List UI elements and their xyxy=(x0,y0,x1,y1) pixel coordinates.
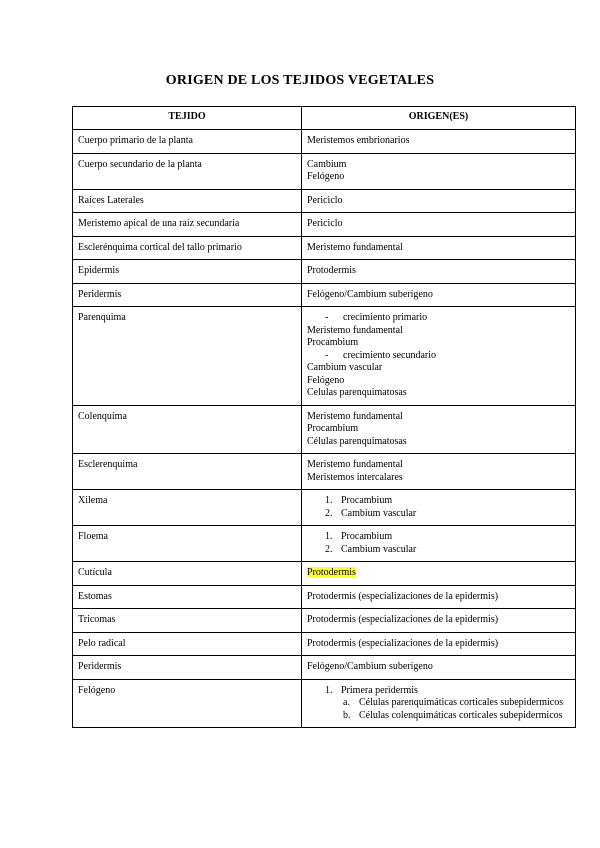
origin-line: Protodermis (especializaciones de la epidermis) xyxy=(307,590,499,602)
table-row xyxy=(73,609,576,633)
tissue-cell: Floema xyxy=(73,526,302,562)
tissue-cell: Estomas xyxy=(73,585,302,609)
lettered-item xyxy=(307,710,570,723)
origin-line: Felógeno/Cambium suberígeno xyxy=(307,661,433,672)
tissue-cell: Meristemo apical de una raíz secundaria xyxy=(73,213,302,237)
lettered-text: Células colenquimáticas corticales subepidermicos xyxy=(359,709,563,721)
origin-cell xyxy=(302,236,576,260)
origin-line: Felógeno xyxy=(307,171,345,182)
tissue-cell: Felógeno xyxy=(73,679,302,728)
origin-line: Protodermis xyxy=(307,265,356,276)
origin-line: Periciclo xyxy=(307,194,343,206)
table-row xyxy=(73,490,576,526)
bullet-item xyxy=(307,350,570,363)
numbered-text: Cambium vascular xyxy=(341,507,417,519)
number-marker: 2. xyxy=(325,543,333,555)
table-row xyxy=(73,632,576,656)
table-row xyxy=(73,585,576,609)
origin-cell xyxy=(302,189,576,213)
origin-line: Meristemo fundamental xyxy=(307,410,403,422)
tissue-cell: Cuerpo secundario de la planta xyxy=(73,153,302,189)
table-row xyxy=(73,213,576,237)
tissue-cell: Tricomas xyxy=(73,609,302,633)
tissue-cell: Pelo radical xyxy=(73,632,302,656)
numbered-text: Primera peridermis xyxy=(341,684,418,696)
number-marker: 1. xyxy=(325,495,333,506)
bullet-item xyxy=(307,312,570,325)
origin-cell xyxy=(302,307,576,406)
table-row xyxy=(73,526,576,562)
origin-line: Meristemo fundamental xyxy=(307,459,403,470)
origin-line: Cambium xyxy=(307,158,347,170)
table-header-row xyxy=(73,107,576,130)
origin-cell xyxy=(302,405,576,454)
dash-marker: - xyxy=(325,312,329,323)
tissue-cell: Xilema xyxy=(73,490,302,526)
origin-cell xyxy=(302,130,576,154)
origin-line: Felógeno xyxy=(307,374,345,386)
origin-cell xyxy=(302,585,576,609)
origin-line: Cambium vascular xyxy=(307,362,383,373)
table-row xyxy=(73,656,576,680)
origin-line: Protodermis (especializaciones de la epidermis) xyxy=(307,637,499,649)
tissue-cell: Esclerenquima xyxy=(73,454,302,490)
origin-line: Periciclo xyxy=(307,218,343,229)
origin-line: Meristemo fundamental xyxy=(307,241,403,253)
tissue-cell: Raíces Laterales xyxy=(73,189,302,213)
numbered-item xyxy=(307,508,570,521)
table-row xyxy=(73,153,576,189)
table-row xyxy=(73,260,576,284)
origin-cell xyxy=(302,526,576,562)
tissue-cell: Cutícula xyxy=(73,562,302,586)
origin-cell xyxy=(302,632,576,656)
origin-cell xyxy=(302,609,576,633)
table-row xyxy=(73,562,576,586)
table-row xyxy=(73,307,576,406)
numbered-item xyxy=(307,531,570,544)
number-marker: 1. xyxy=(325,684,333,696)
tissue-cell: Peridermis xyxy=(73,283,302,307)
origin-line: Procambium xyxy=(307,423,359,434)
table-row xyxy=(73,189,576,213)
origin-line: Protodermis (especializaciones de la epidermis) xyxy=(307,614,499,625)
letter-marker: a. xyxy=(343,697,350,708)
tissue-cell: Cuerpo primario de la planta xyxy=(73,130,302,154)
origin-line: Meristemo fundamental xyxy=(307,324,403,336)
table-row xyxy=(73,130,576,154)
lettered-item xyxy=(307,697,570,710)
bullet-text: crecimiento secundario xyxy=(343,349,437,361)
table-row xyxy=(73,405,576,454)
header-origin: ORIGEN(ES) xyxy=(302,107,576,130)
origin-line: Felógeno/Cambium suberígeno xyxy=(307,288,433,300)
numbered-item xyxy=(307,544,570,557)
highlighted-origin: Protodermis xyxy=(307,567,356,578)
table-row xyxy=(73,236,576,260)
origin-cell xyxy=(302,490,576,526)
origin-line: Procambium xyxy=(307,337,359,348)
origin-cell xyxy=(302,679,576,728)
number-marker: 1. xyxy=(325,531,333,542)
tissue-cell: Parenquima xyxy=(73,307,302,406)
table-row xyxy=(73,283,576,307)
numbered-item xyxy=(307,495,570,508)
origin-cell xyxy=(302,283,576,307)
numbered-text: Cambium vascular xyxy=(341,543,417,555)
origin-line: Meristemos embrionarios xyxy=(307,135,410,146)
origin-cell xyxy=(302,656,576,680)
numbered-item xyxy=(307,685,570,698)
origin-cell xyxy=(302,454,576,490)
lettered-text: Células parenquimáticas corticales subepidermicos xyxy=(359,697,564,708)
number-marker: 2. xyxy=(325,507,333,519)
origin-cell xyxy=(302,260,576,284)
bullet-text: crecimiento primario xyxy=(343,312,428,323)
numbered-text: Procambium xyxy=(341,495,393,506)
origin-cell xyxy=(302,213,576,237)
numbered-text: Procambium xyxy=(341,531,393,542)
origin-line: Celulas parenquimatosas xyxy=(307,387,407,398)
tissue-cell: Peridermis xyxy=(73,656,302,680)
table-row xyxy=(73,679,576,728)
origin-line: Meristemos intercalares xyxy=(307,471,403,483)
letter-marker: b. xyxy=(343,709,351,721)
table-row xyxy=(73,454,576,490)
tissue-cell: Esclerénquima cortical del tallo primario xyxy=(73,236,302,260)
page-title: ORIGEN DE LOS TEJIDOS VEGETALES xyxy=(165,73,435,88)
header-tissue: TEJIDO xyxy=(73,107,302,130)
tissue-cell: Colenquima xyxy=(73,405,302,454)
origin-line: Células parenquimatosas xyxy=(307,435,407,447)
dash-marker: - xyxy=(325,349,329,361)
tissue-origin-table xyxy=(72,106,576,728)
origin-cell xyxy=(302,562,576,586)
tissue-cell: Epidermis xyxy=(73,260,302,284)
origin-cell xyxy=(302,153,576,189)
